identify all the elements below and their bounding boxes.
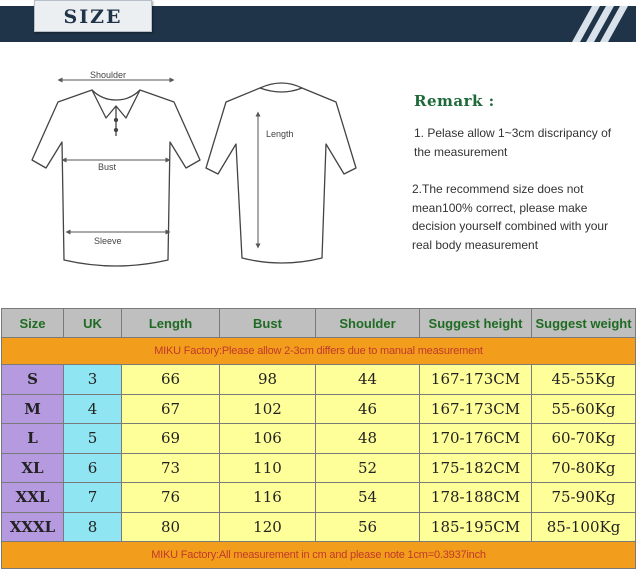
cell-weight: 55-60Kg	[532, 394, 636, 424]
title-box	[34, 0, 152, 32]
table-row	[2, 365, 636, 395]
cell-weight: 85-100Kg	[532, 512, 636, 542]
table-header-row	[2, 309, 636, 338]
cell-bust: 106	[220, 424, 316, 454]
header-uk: UK	[64, 309, 122, 338]
cell-height: 185-195CM	[420, 512, 532, 542]
cell-bust: 98	[220, 365, 316, 395]
cell-size: XXXL	[2, 512, 64, 542]
cell-uk: 3	[64, 365, 122, 395]
size-table	[1, 308, 636, 569]
cell-bust: 116	[220, 483, 316, 513]
header-bust: Bust	[220, 309, 316, 338]
cell-length: 80	[122, 512, 220, 542]
cell-height: 167-173CM	[420, 365, 532, 395]
cell-uk: 4	[64, 394, 122, 424]
header-length: Length	[122, 309, 220, 338]
cell-uk: 7	[64, 483, 122, 513]
cell-shoulder: 48	[316, 424, 420, 454]
remark-note-1: 1. Pelase allow 1~3cm discripancy of the measurement	[414, 126, 612, 159]
table-row	[2, 394, 636, 424]
cell-height: 170-176CM	[420, 424, 532, 454]
stripes-decoration	[558, 6, 628, 42]
back-shirt-drawing	[206, 83, 356, 263]
table-row	[2, 424, 636, 454]
length-label: Length	[266, 129, 294, 139]
cell-length: 66	[122, 365, 220, 395]
sleeve-label: Sleeve	[94, 236, 122, 246]
cell-shoulder: 52	[316, 453, 420, 483]
cell-shoulder: 54	[316, 483, 420, 513]
cell-size: XL	[2, 453, 64, 483]
cell-size: XXL	[2, 483, 64, 513]
bust-label: Bust	[98, 162, 117, 172]
table-row	[2, 453, 636, 483]
cell-shoulder: 46	[316, 394, 420, 424]
table-row	[2, 483, 636, 513]
cell-weight: 45-55Kg	[532, 365, 636, 395]
shoulder-label: Shoulder	[90, 70, 127, 80]
shirt-diagram	[20, 60, 390, 290]
cell-bust: 120	[220, 512, 316, 542]
cell-height: 178-188CM	[420, 483, 532, 513]
notice-top: MIKU Factory:Please allow 2-3cm differs due to manual measurement	[2, 338, 636, 365]
remark-title: Remark :	[414, 92, 495, 110]
remark-note-2: 2.The recommend size does not mean100% correct, please make decision yourself combined with your real body measurement	[412, 182, 609, 252]
page-title: SIZE	[63, 6, 123, 28]
cell-uk: 5	[64, 424, 122, 454]
notice-row-bottom	[2, 542, 636, 569]
cell-height: 167-173CM	[420, 394, 532, 424]
cell-size: S	[2, 365, 64, 395]
cell-uk: 6	[64, 453, 122, 483]
cell-shoulder: 56	[316, 512, 420, 542]
header-shoulder: Shoulder	[316, 309, 420, 338]
cell-uk: 8	[64, 512, 122, 542]
header-banner	[0, 0, 636, 42]
cell-bust: 102	[220, 394, 316, 424]
cell-length: 73	[122, 453, 220, 483]
cell-height: 175-182CM	[420, 453, 532, 483]
cell-weight: 60-70Kg	[532, 424, 636, 454]
cell-bust: 110	[220, 453, 316, 483]
cell-weight: 70-80Kg	[532, 453, 636, 483]
table-row	[2, 512, 636, 542]
cell-length: 69	[122, 424, 220, 454]
header-suggest-weight: Suggest weight	[532, 309, 636, 338]
notice-bottom: MIKU Factory:All measurement in cm and please note 1cm=0.3937inch	[2, 542, 636, 569]
notice-row-top	[2, 338, 636, 365]
cell-weight: 75-90Kg	[532, 483, 636, 513]
cell-size: M	[2, 394, 64, 424]
cell-size: L	[2, 424, 64, 454]
header-suggest-height: Suggest height	[420, 309, 532, 338]
cell-length: 76	[122, 483, 220, 513]
cell-shoulder: 44	[316, 365, 420, 395]
cell-length: 67	[122, 394, 220, 424]
header-size: Size	[2, 309, 64, 338]
